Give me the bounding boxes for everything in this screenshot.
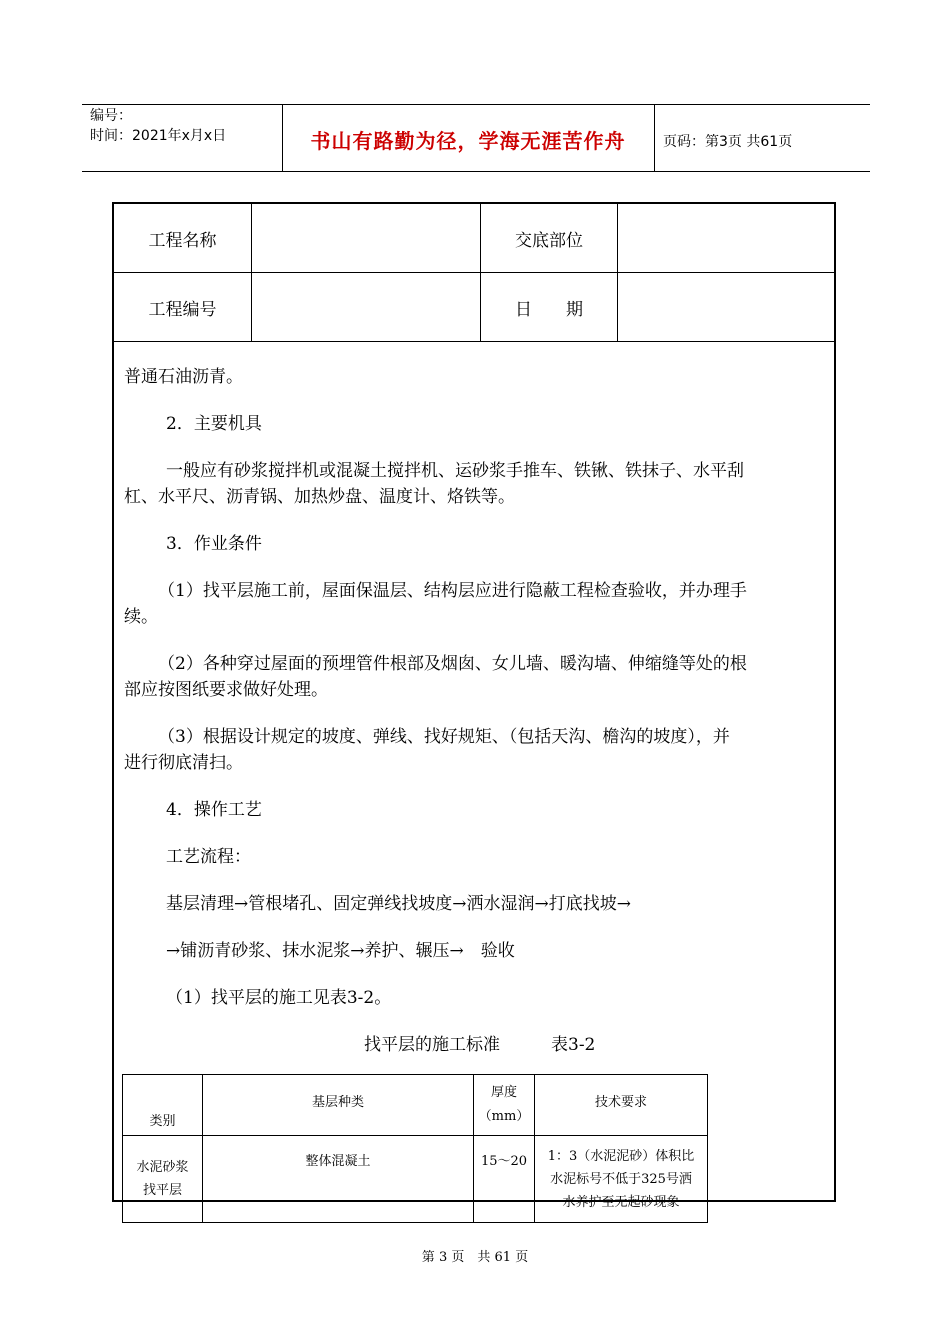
document-frame [112,202,836,1210]
header-thickness-line2: （mm） [478,1109,530,1124]
cell-thickness: 15～20 [474,1136,535,1223]
table-caption: 找平层的施工标准 表3-2 [364,1035,596,1055]
process-flow: 基层清理→管根堵孔、固定弹线找坡度→洒水湿润→打底找坡→ [166,894,631,914]
paragraph: （3）根据设计规定的坡度、弹线、找好规矩、（包括天沟、檐沟的坡度），并 [158,727,730,747]
requirement-line1: 1：3（水泥泥砂）体积比 [547,1148,695,1164]
paragraph: （1）找平层施工前，屋面保温层、结构层应进行隐蔽工程检查验收，并办理手 [158,581,747,601]
footer-prefix: 第 [421,1250,435,1265]
footer-current: 3 [438,1250,448,1265]
paragraph: 部应按图纸要求做好处理。 [124,680,328,700]
section-heading: 2．主要机具 [166,414,262,434]
section-heading: 3．作业条件 [166,534,262,554]
location-label: 交底部位 [481,204,618,273]
header-base: 基层种类 [203,1075,474,1136]
standards-table [122,1074,708,1223]
location-value [618,204,835,273]
paragraph: 普通石油沥青。 [124,367,243,387]
header-meta [90,106,226,146]
header-thickness [474,1075,535,1136]
footer-total: 61 [494,1250,512,1265]
project-name-label: 工程名称 [114,204,252,273]
project-no-value [252,273,481,342]
header-category: 类别 [123,1075,203,1136]
paragraph: 进行彻底清扫。 [124,753,243,773]
project-no-label: 工程编号 [114,273,252,342]
project-name-value [252,204,481,273]
project-info-table [114,204,834,342]
page-prefix: 页码：第 [663,134,719,150]
requirement-line3: 水养护至无起砂现象 [562,1194,680,1210]
header-page-number [663,131,792,151]
cell-category [123,1136,203,1223]
paragraph: 杠、水平尺、沥青锅、加热炒盘、温度计、烙铁等。 [124,487,515,507]
header-top-rule [82,104,870,105]
paragraph: 续。 [124,607,158,627]
category-line1: 水泥砂浆 [136,1160,189,1175]
cell-requirement [535,1136,708,1223]
footer-mid: 页 共 [451,1250,491,1265]
page-suffix: 页 [778,134,793,150]
process-flow: →铺沥青砂浆、抹水泥浆→养护、辗压→ 验收 [166,941,515,961]
paragraph: （2）各种穿过屋面的预埋管件根部及烟囱、女儿墙、暖沟墙、伸缩缝等处的根 [158,654,747,674]
header-motto: 书山有路勤为径，学海无涯苦作舟 [310,129,626,153]
page-total: 61 [760,134,779,150]
number-label: 编号： [90,108,132,124]
date-label: 日 期 [481,273,618,342]
date-value [618,273,835,342]
time-label: 时间：2021年x月x日 [90,128,227,144]
table-row [123,1136,708,1223]
paragraph: 一般应有砂浆搅拌机或混凝土搅拌机、运砂浆手推车、铁锹、铁抹子、水平刮 [166,461,744,481]
header-bottom-rule [82,171,870,172]
header-divider-right [654,104,655,171]
section-heading: 4．操作工艺 [166,800,262,820]
header-requirement: 技术要求 [535,1075,708,1136]
footer-suffix: 页 [515,1250,529,1265]
page-current: 3 [719,134,728,150]
category-line2: 找平层 [142,1183,182,1198]
requirement-line2: 水泥标号不低于325号洒 [550,1171,692,1187]
paragraph: 工艺流程： [166,847,251,867]
cell-base: 整体混凝土 [203,1136,474,1223]
table-header-row [123,1075,708,1136]
footer-page-number [0,1246,950,1265]
header-thickness-line1: 厚度 [490,1085,517,1100]
page-mid: 页 共 [727,134,761,150]
paragraph: （1）找平层的施工见表3-2。 [166,988,392,1008]
